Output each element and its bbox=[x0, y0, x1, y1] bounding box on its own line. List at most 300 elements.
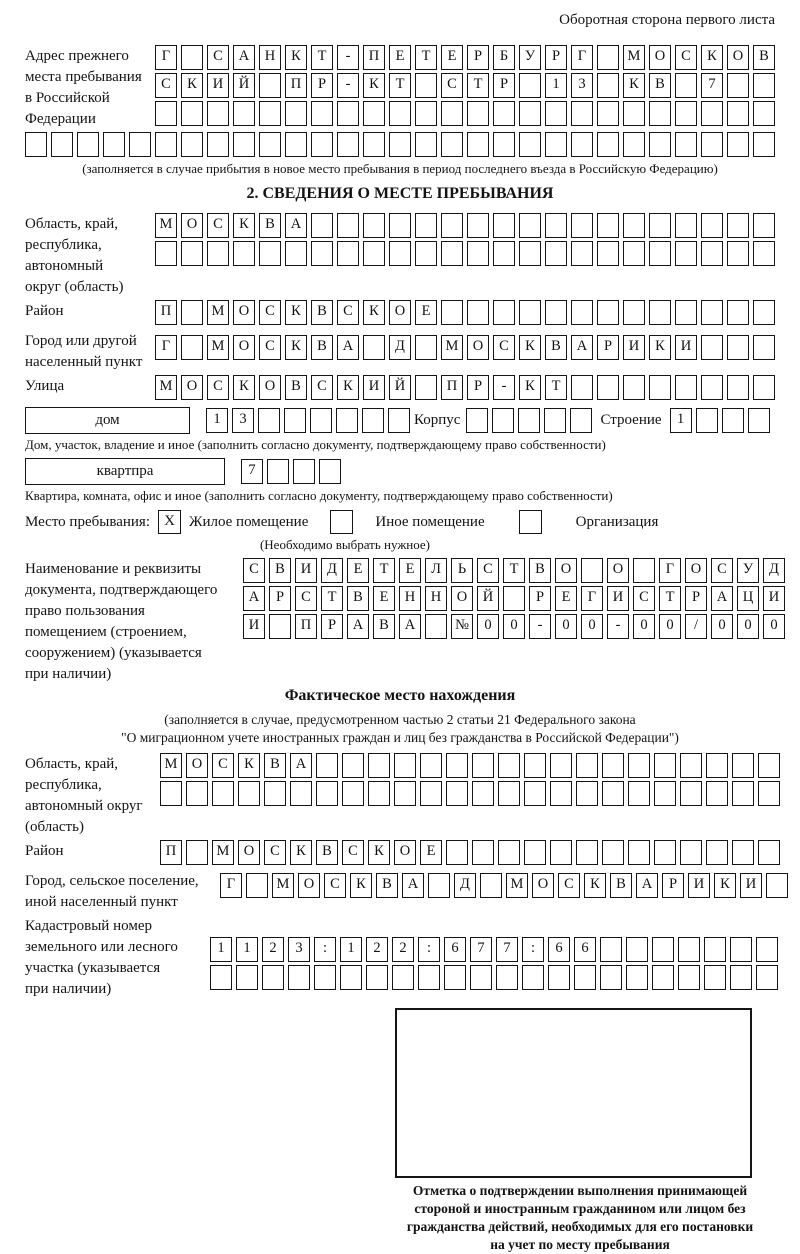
char-box[interactable] bbox=[363, 335, 385, 360]
char-box[interactable] bbox=[602, 753, 624, 778]
char-box[interactable] bbox=[293, 459, 315, 484]
char-box[interactable]: О bbox=[233, 335, 255, 360]
char-box[interactable] bbox=[576, 840, 598, 865]
char-box[interactable] bbox=[701, 375, 723, 400]
char-box[interactable]: Т bbox=[503, 558, 525, 583]
char-box[interactable] bbox=[290, 781, 312, 806]
char-box[interactable] bbox=[524, 753, 546, 778]
char-box[interactable]: П bbox=[160, 840, 182, 865]
char-box[interactable]: А bbox=[347, 614, 369, 639]
char-box[interactable]: С bbox=[558, 873, 580, 898]
char-box[interactable] bbox=[680, 781, 702, 806]
char-box[interactable]: Т bbox=[321, 586, 343, 611]
char-box[interactable] bbox=[207, 241, 229, 266]
char-box[interactable] bbox=[571, 300, 593, 325]
char-box[interactable] bbox=[336, 408, 358, 433]
char-box[interactable] bbox=[388, 408, 410, 433]
char-box[interactable] bbox=[633, 558, 655, 583]
char-box[interactable] bbox=[51, 132, 73, 157]
char-box[interactable]: А bbox=[233, 45, 255, 70]
char-box[interactable] bbox=[389, 101, 411, 126]
char-box[interactable]: К bbox=[363, 73, 385, 98]
char-box[interactable] bbox=[548, 965, 570, 990]
char-box[interactable]: Р bbox=[467, 375, 489, 400]
char-box[interactable]: П bbox=[155, 300, 177, 325]
char-box[interactable] bbox=[441, 300, 463, 325]
char-box[interactable] bbox=[626, 937, 648, 962]
char-box[interactable] bbox=[701, 101, 723, 126]
char-box[interactable]: 3 bbox=[232, 408, 254, 433]
char-box[interactable]: А bbox=[571, 335, 593, 360]
char-box[interactable]: А bbox=[402, 873, 424, 898]
char-box[interactable]: А bbox=[243, 586, 265, 611]
char-box[interactable]: К bbox=[290, 840, 312, 865]
char-box[interactable] bbox=[706, 781, 728, 806]
char-box[interactable] bbox=[311, 241, 333, 266]
char-box[interactable] bbox=[571, 241, 593, 266]
char-box[interactable] bbox=[704, 937, 726, 962]
char-box[interactable] bbox=[415, 241, 437, 266]
char-box[interactable] bbox=[441, 213, 463, 238]
char-box[interactable] bbox=[680, 753, 702, 778]
char-box[interactable] bbox=[446, 840, 468, 865]
char-box[interactable]: К bbox=[285, 335, 307, 360]
char-box[interactable] bbox=[704, 965, 726, 990]
char-box[interactable] bbox=[415, 213, 437, 238]
char-box[interactable]: И bbox=[363, 375, 385, 400]
char-box[interactable] bbox=[467, 300, 489, 325]
char-box[interactable]: Т bbox=[415, 45, 437, 70]
char-box[interactable] bbox=[550, 840, 572, 865]
char-box[interactable] bbox=[363, 101, 385, 126]
char-box[interactable]: О bbox=[259, 375, 281, 400]
char-box[interactable]: К bbox=[285, 300, 307, 325]
char-box[interactable] bbox=[498, 753, 520, 778]
char-box[interactable]: Ц bbox=[737, 586, 759, 611]
char-box[interactable] bbox=[467, 101, 489, 126]
char-box[interactable] bbox=[186, 781, 208, 806]
char-box[interactable]: И bbox=[607, 586, 629, 611]
char-box[interactable]: Д bbox=[763, 558, 785, 583]
char-box[interactable] bbox=[649, 241, 671, 266]
char-box[interactable] bbox=[675, 300, 697, 325]
char-box[interactable] bbox=[519, 241, 541, 266]
char-box[interactable] bbox=[576, 753, 598, 778]
char-box[interactable] bbox=[311, 213, 333, 238]
char-box[interactable]: 6 bbox=[574, 937, 596, 962]
char-box[interactable]: Н bbox=[259, 45, 281, 70]
char-box[interactable]: - bbox=[337, 73, 359, 98]
char-box[interactable]: К bbox=[701, 45, 723, 70]
char-box[interactable]: П bbox=[295, 614, 317, 639]
char-box[interactable] bbox=[314, 965, 336, 990]
char-box[interactable]: М bbox=[207, 300, 229, 325]
char-box[interactable] bbox=[181, 101, 203, 126]
char-box[interactable]: Т bbox=[545, 375, 567, 400]
char-box[interactable] bbox=[545, 241, 567, 266]
char-box[interactable]: 7 bbox=[241, 459, 263, 484]
char-box[interactable]: М bbox=[272, 873, 294, 898]
char-box[interactable] bbox=[238, 781, 260, 806]
char-box[interactable]: 0 bbox=[477, 614, 499, 639]
char-box[interactable] bbox=[727, 132, 749, 157]
char-box[interactable]: С bbox=[441, 73, 463, 98]
char-box[interactable]: Г bbox=[659, 558, 681, 583]
char-box[interactable]: С bbox=[207, 213, 229, 238]
char-box[interactable] bbox=[342, 781, 364, 806]
char-box[interactable] bbox=[363, 213, 385, 238]
char-box[interactable]: О bbox=[186, 753, 208, 778]
char-box[interactable] bbox=[758, 840, 780, 865]
char-box[interactable]: О bbox=[555, 558, 577, 583]
char-box[interactable]: Т bbox=[373, 558, 395, 583]
char-box[interactable]: М bbox=[207, 335, 229, 360]
char-box[interactable] bbox=[337, 241, 359, 266]
char-box[interactable]: О bbox=[685, 558, 707, 583]
char-box[interactable] bbox=[420, 753, 442, 778]
char-box[interactable] bbox=[727, 101, 749, 126]
char-box[interactable]: М bbox=[160, 753, 182, 778]
char-box[interactable]: Р bbox=[597, 335, 619, 360]
char-box[interactable] bbox=[160, 781, 182, 806]
char-box[interactable]: М bbox=[623, 45, 645, 70]
char-box[interactable] bbox=[316, 781, 338, 806]
char-box[interactable]: 6 bbox=[444, 937, 466, 962]
char-box[interactable] bbox=[103, 132, 125, 157]
char-box[interactable]: В bbox=[545, 335, 567, 360]
char-box[interactable] bbox=[236, 965, 258, 990]
char-box[interactable]: К bbox=[519, 335, 541, 360]
char-box[interactable]: И bbox=[688, 873, 710, 898]
char-box[interactable]: А bbox=[711, 586, 733, 611]
char-box[interactable] bbox=[493, 300, 515, 325]
char-box[interactable]: П bbox=[363, 45, 385, 70]
char-box[interactable]: - bbox=[529, 614, 551, 639]
char-box[interactable] bbox=[210, 965, 232, 990]
char-box[interactable] bbox=[259, 132, 281, 157]
char-box[interactable] bbox=[571, 213, 593, 238]
char-box[interactable]: Г bbox=[581, 586, 603, 611]
char-box[interactable]: К bbox=[623, 73, 645, 98]
char-box[interactable] bbox=[545, 132, 567, 157]
char-box[interactable] bbox=[623, 241, 645, 266]
char-box[interactable]: 1 bbox=[206, 408, 228, 433]
char-box[interactable] bbox=[626, 965, 648, 990]
char-box[interactable] bbox=[545, 213, 567, 238]
char-box[interactable] bbox=[233, 101, 255, 126]
char-box[interactable]: О bbox=[389, 300, 411, 325]
char-box[interactable]: У bbox=[519, 45, 541, 70]
char-box[interactable] bbox=[259, 73, 281, 98]
char-box[interactable]: М bbox=[441, 335, 463, 360]
char-box[interactable] bbox=[519, 73, 541, 98]
char-box[interactable] bbox=[503, 586, 525, 611]
char-box[interactable]: Р bbox=[493, 73, 515, 98]
char-box[interactable] bbox=[758, 781, 780, 806]
char-box[interactable] bbox=[766, 873, 788, 898]
char-box[interactable] bbox=[753, 375, 775, 400]
char-box[interactable]: И bbox=[763, 586, 785, 611]
char-box[interactable] bbox=[155, 101, 177, 126]
char-box[interactable]: Е bbox=[555, 586, 577, 611]
char-box[interactable]: Т bbox=[467, 73, 489, 98]
char-box[interactable]: В bbox=[311, 335, 333, 360]
char-box[interactable]: О bbox=[181, 213, 203, 238]
char-box[interactable]: Р bbox=[321, 614, 343, 639]
char-box[interactable] bbox=[597, 73, 619, 98]
char-box[interactable] bbox=[441, 241, 463, 266]
char-box[interactable]: А bbox=[285, 213, 307, 238]
char-box[interactable]: О bbox=[181, 375, 203, 400]
char-box[interactable]: И bbox=[740, 873, 762, 898]
char-box[interactable]: К bbox=[285, 45, 307, 70]
char-box[interactable] bbox=[259, 241, 281, 266]
char-box[interactable] bbox=[597, 101, 619, 126]
char-box[interactable]: А bbox=[399, 614, 421, 639]
char-box[interactable] bbox=[441, 132, 463, 157]
char-box[interactable] bbox=[623, 101, 645, 126]
char-box[interactable]: С bbox=[243, 558, 265, 583]
char-box[interactable] bbox=[727, 335, 749, 360]
char-box[interactable] bbox=[652, 937, 674, 962]
char-box[interactable] bbox=[675, 375, 697, 400]
char-box[interactable]: / bbox=[685, 614, 707, 639]
char-box[interactable]: Е bbox=[373, 586, 395, 611]
char-box[interactable] bbox=[550, 753, 572, 778]
char-box[interactable]: И bbox=[243, 614, 265, 639]
char-box[interactable] bbox=[649, 375, 671, 400]
char-box[interactable]: С bbox=[633, 586, 655, 611]
char-box[interactable]: С bbox=[212, 753, 234, 778]
char-box[interactable] bbox=[207, 101, 229, 126]
char-box[interactable] bbox=[678, 937, 700, 962]
char-box[interactable] bbox=[181, 335, 203, 360]
char-box[interactable]: 2 bbox=[366, 937, 388, 962]
char-box[interactable] bbox=[493, 132, 515, 157]
char-box[interactable] bbox=[675, 241, 697, 266]
char-box[interactable]: Г bbox=[155, 335, 177, 360]
char-box[interactable]: И bbox=[207, 73, 229, 98]
char-box[interactable] bbox=[600, 965, 622, 990]
char-box[interactable] bbox=[480, 873, 502, 898]
char-box[interactable] bbox=[181, 45, 203, 70]
char-box[interactable]: В bbox=[311, 300, 333, 325]
char-box[interactable] bbox=[446, 781, 468, 806]
char-box[interactable]: Н bbox=[425, 586, 447, 611]
char-box[interactable]: Е bbox=[347, 558, 369, 583]
char-box[interactable]: К bbox=[233, 375, 255, 400]
char-box[interactable]: С bbox=[259, 335, 281, 360]
char-box[interactable] bbox=[727, 375, 749, 400]
char-box[interactable] bbox=[285, 132, 307, 157]
char-box[interactable]: С bbox=[155, 73, 177, 98]
char-box[interactable]: Т bbox=[389, 73, 411, 98]
char-box[interactable] bbox=[649, 101, 671, 126]
char-box[interactable] bbox=[310, 408, 332, 433]
char-box[interactable] bbox=[311, 101, 333, 126]
char-box[interactable] bbox=[597, 300, 619, 325]
char-box[interactable] bbox=[467, 132, 489, 157]
char-box[interactable]: Н bbox=[399, 586, 421, 611]
char-box[interactable] bbox=[623, 213, 645, 238]
char-box[interactable] bbox=[446, 753, 468, 778]
char-box[interactable]: 0 bbox=[737, 614, 759, 639]
char-box[interactable] bbox=[571, 101, 593, 126]
char-box[interactable] bbox=[623, 375, 645, 400]
char-box[interactable]: Р bbox=[662, 873, 684, 898]
char-box[interactable] bbox=[392, 965, 414, 990]
char-box[interactable] bbox=[366, 965, 388, 990]
char-box[interactable] bbox=[493, 101, 515, 126]
char-box[interactable] bbox=[389, 241, 411, 266]
char-box[interactable] bbox=[675, 101, 697, 126]
char-box[interactable] bbox=[623, 132, 645, 157]
char-box[interactable] bbox=[574, 965, 596, 990]
char-box[interactable]: № bbox=[451, 614, 473, 639]
char-box[interactable]: М bbox=[212, 840, 234, 865]
char-box[interactable]: А bbox=[636, 873, 658, 898]
char-box[interactable]: 0 bbox=[763, 614, 785, 639]
char-box[interactable] bbox=[262, 965, 284, 990]
char-box[interactable] bbox=[389, 213, 411, 238]
char-box[interactable] bbox=[466, 408, 488, 433]
char-box[interactable] bbox=[493, 213, 515, 238]
char-box[interactable] bbox=[259, 101, 281, 126]
char-box[interactable] bbox=[654, 840, 676, 865]
char-box[interactable]: С bbox=[295, 586, 317, 611]
char-box[interactable]: Е bbox=[415, 300, 437, 325]
char-box[interactable] bbox=[269, 614, 291, 639]
char-box[interactable]: Р bbox=[529, 586, 551, 611]
char-box[interactable]: О bbox=[394, 840, 416, 865]
char-box[interactable] bbox=[25, 132, 47, 157]
char-box[interactable]: М bbox=[506, 873, 528, 898]
char-box[interactable]: 1 bbox=[236, 937, 258, 962]
char-box[interactable] bbox=[129, 132, 151, 157]
char-box[interactable] bbox=[362, 408, 384, 433]
char-box[interactable] bbox=[319, 459, 341, 484]
char-box[interactable] bbox=[415, 101, 437, 126]
char-box[interactable] bbox=[493, 241, 515, 266]
char-box[interactable]: С bbox=[711, 558, 733, 583]
char-box[interactable] bbox=[492, 408, 514, 433]
char-box[interactable]: О bbox=[233, 300, 255, 325]
char-box[interactable]: В bbox=[285, 375, 307, 400]
char-box[interactable]: О bbox=[607, 558, 629, 583]
char-box[interactable]: К bbox=[584, 873, 606, 898]
char-box[interactable]: Й bbox=[477, 586, 499, 611]
char-box[interactable]: Р bbox=[269, 586, 291, 611]
char-box[interactable] bbox=[701, 132, 723, 157]
char-box[interactable]: В bbox=[753, 45, 775, 70]
char-box[interactable] bbox=[472, 753, 494, 778]
char-box[interactable] bbox=[675, 132, 697, 157]
char-box[interactable]: К bbox=[181, 73, 203, 98]
char-box[interactable]: 0 bbox=[659, 614, 681, 639]
char-box[interactable]: В bbox=[316, 840, 338, 865]
char-box[interactable] bbox=[415, 335, 437, 360]
char-box[interactable] bbox=[753, 335, 775, 360]
char-box[interactable] bbox=[467, 213, 489, 238]
checkbox-zhiloe[interactable]: X bbox=[158, 510, 181, 534]
char-box[interactable]: П bbox=[285, 73, 307, 98]
char-box[interactable]: 0 bbox=[581, 614, 603, 639]
char-box[interactable] bbox=[571, 132, 593, 157]
char-box[interactable] bbox=[498, 840, 520, 865]
char-box[interactable]: К bbox=[368, 840, 390, 865]
char-box[interactable]: 2 bbox=[262, 937, 284, 962]
char-box[interactable] bbox=[732, 753, 754, 778]
char-box[interactable] bbox=[545, 300, 567, 325]
char-box[interactable] bbox=[727, 241, 749, 266]
char-box[interactable]: И bbox=[295, 558, 317, 583]
char-box[interactable]: О bbox=[451, 586, 473, 611]
char-box[interactable]: С bbox=[337, 300, 359, 325]
char-box[interactable] bbox=[756, 937, 778, 962]
char-box[interactable]: Д bbox=[321, 558, 343, 583]
char-box[interactable] bbox=[316, 753, 338, 778]
char-box[interactable] bbox=[581, 558, 603, 583]
char-box[interactable]: У bbox=[737, 558, 759, 583]
char-box[interactable]: 3 bbox=[571, 73, 593, 98]
char-box[interactable] bbox=[701, 213, 723, 238]
char-box[interactable] bbox=[285, 241, 307, 266]
char-box[interactable] bbox=[628, 753, 650, 778]
char-box[interactable] bbox=[753, 213, 775, 238]
char-box[interactable] bbox=[519, 300, 541, 325]
char-box[interactable]: Е bbox=[399, 558, 421, 583]
char-box[interactable] bbox=[394, 781, 416, 806]
char-box[interactable]: О bbox=[649, 45, 671, 70]
char-box[interactable]: К bbox=[519, 375, 541, 400]
char-box[interactable] bbox=[602, 840, 624, 865]
char-box[interactable] bbox=[654, 753, 676, 778]
char-box[interactable] bbox=[675, 213, 697, 238]
char-box[interactable] bbox=[207, 132, 229, 157]
char-box[interactable] bbox=[701, 241, 723, 266]
char-box[interactable]: В bbox=[259, 213, 281, 238]
char-box[interactable] bbox=[415, 132, 437, 157]
char-box[interactable] bbox=[389, 132, 411, 157]
char-box[interactable] bbox=[519, 213, 541, 238]
char-box[interactable] bbox=[519, 101, 541, 126]
char-box[interactable] bbox=[649, 300, 671, 325]
char-box[interactable]: Ь bbox=[451, 558, 473, 583]
char-box[interactable]: Т bbox=[311, 45, 333, 70]
char-box[interactable]: В bbox=[269, 558, 291, 583]
char-box[interactable] bbox=[267, 459, 289, 484]
char-box[interactable] bbox=[732, 781, 754, 806]
char-box[interactable]: 0 bbox=[503, 614, 525, 639]
char-box[interactable] bbox=[748, 408, 770, 433]
char-box[interactable] bbox=[600, 937, 622, 962]
char-box[interactable] bbox=[756, 965, 778, 990]
char-box[interactable] bbox=[628, 840, 650, 865]
char-box[interactable] bbox=[680, 840, 702, 865]
char-box[interactable]: К bbox=[337, 375, 359, 400]
char-box[interactable] bbox=[415, 73, 437, 98]
char-box[interactable] bbox=[544, 408, 566, 433]
char-box[interactable] bbox=[428, 873, 450, 898]
char-box[interactable]: Б bbox=[493, 45, 515, 70]
char-box[interactable] bbox=[518, 408, 540, 433]
char-box[interactable]: И bbox=[623, 335, 645, 360]
char-box[interactable]: 7 bbox=[701, 73, 723, 98]
char-box[interactable]: С bbox=[311, 375, 333, 400]
checkbox-inoe[interactable] bbox=[330, 510, 353, 534]
char-box[interactable] bbox=[444, 965, 466, 990]
char-box[interactable] bbox=[415, 375, 437, 400]
